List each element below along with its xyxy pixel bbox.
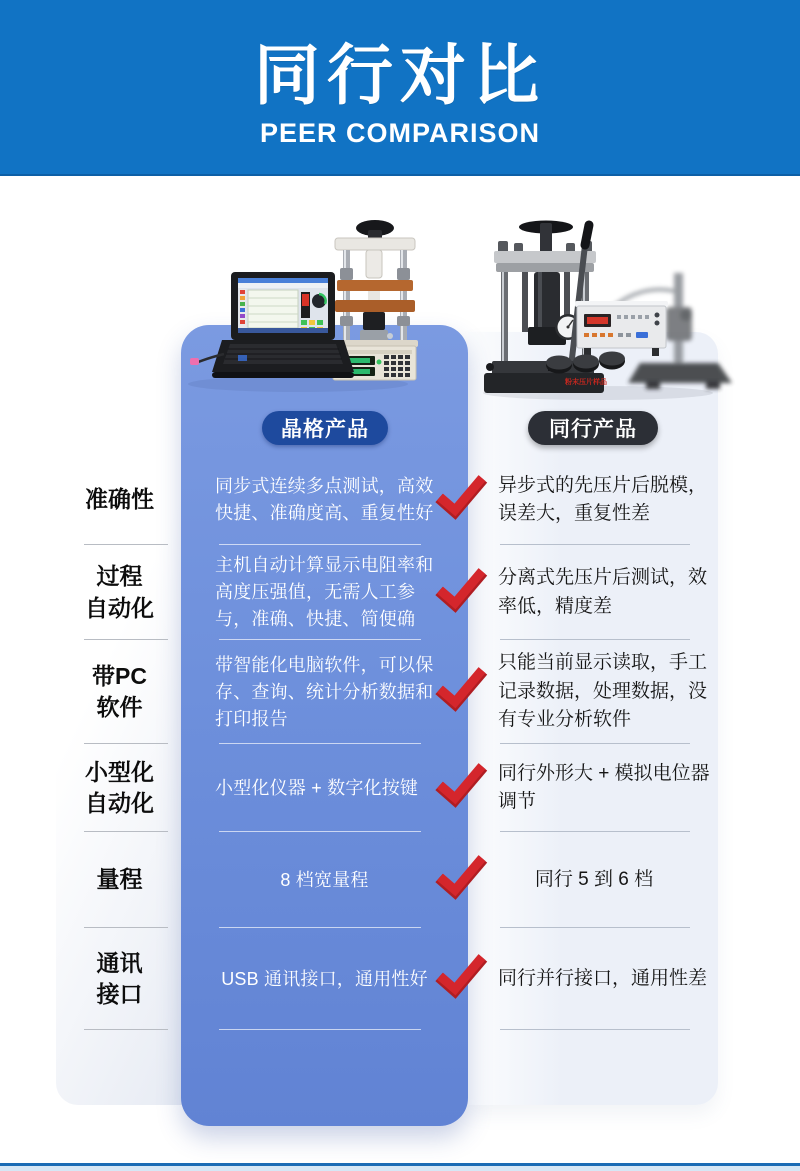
row-label: 过程 自动化 [85, 563, 154, 621]
row-label: 通讯 接口 [96, 949, 143, 1007]
table-row [58, 640, 720, 744]
table-row [58, 832, 720, 928]
page-subtitle: PEER COMPARISON [259, 117, 541, 148]
page-title: 同行对比 [254, 37, 546, 112]
probe-connector-icon [190, 358, 199, 365]
comparison-table [58, 455, 720, 1030]
peer-cell-text: 同行并行接口，通用性差 [498, 967, 708, 989]
peer-product-badge: 同行产品 [528, 411, 658, 445]
jingge-cell-text: 同步式连续多点测试，高效快捷、准确度高、重复性好 [215, 476, 434, 523]
jingge-cell-text: 小型化仪器 + 数字化按键 [215, 777, 419, 798]
sample-discs-icon [546, 352, 625, 374]
peer-cell-text: 只能当前显示读取，手工记录数据，处理数据，没有专业分析软件 [498, 652, 708, 731]
table-row [58, 744, 720, 832]
header-banner [0, 0, 800, 176]
table-row [58, 455, 720, 545]
jingge-product-badge: 晶格产品 [262, 411, 388, 445]
table-row [58, 928, 720, 1030]
table-row [58, 545, 720, 640]
peer-product-photo [478, 215, 778, 405]
bottom-divider-light [0, 1166, 800, 1171]
row-label: 小型化 自动化 [85, 758, 154, 816]
row-label: 量程 [96, 866, 143, 893]
sample-caption: 粉末压片样品 [565, 379, 607, 386]
row-label: 带PC 软件 [92, 662, 147, 720]
jingge-cell-text: USB 通讯接口，通用性好 [221, 968, 428, 989]
jingge-cell-text: 8 档宽量程 [280, 869, 369, 890]
row-label: 准确性 [85, 486, 154, 513]
jingge-cell-text: 带智能化电脑软件，可以保存、查询、统计分析数据和打印报告 [215, 654, 434, 729]
peer-cell-text: 同行 5 到 6 档 [534, 868, 654, 890]
jingge-product-photo [178, 212, 470, 404]
peer-cell-text: 同行外形大 + 模拟电位器调节 [498, 762, 710, 812]
peer-cell-text: 分离式先压片后测试，效率低，精度差 [498, 567, 708, 617]
jingge-cell-text: 主机自动计算显示电阻率和高度压强值，无需人工参与，准确、快捷、简便确 [215, 555, 434, 629]
peer-cell-text: 异步式的先压片后脱模，误差大，重复性差 [498, 474, 708, 524]
